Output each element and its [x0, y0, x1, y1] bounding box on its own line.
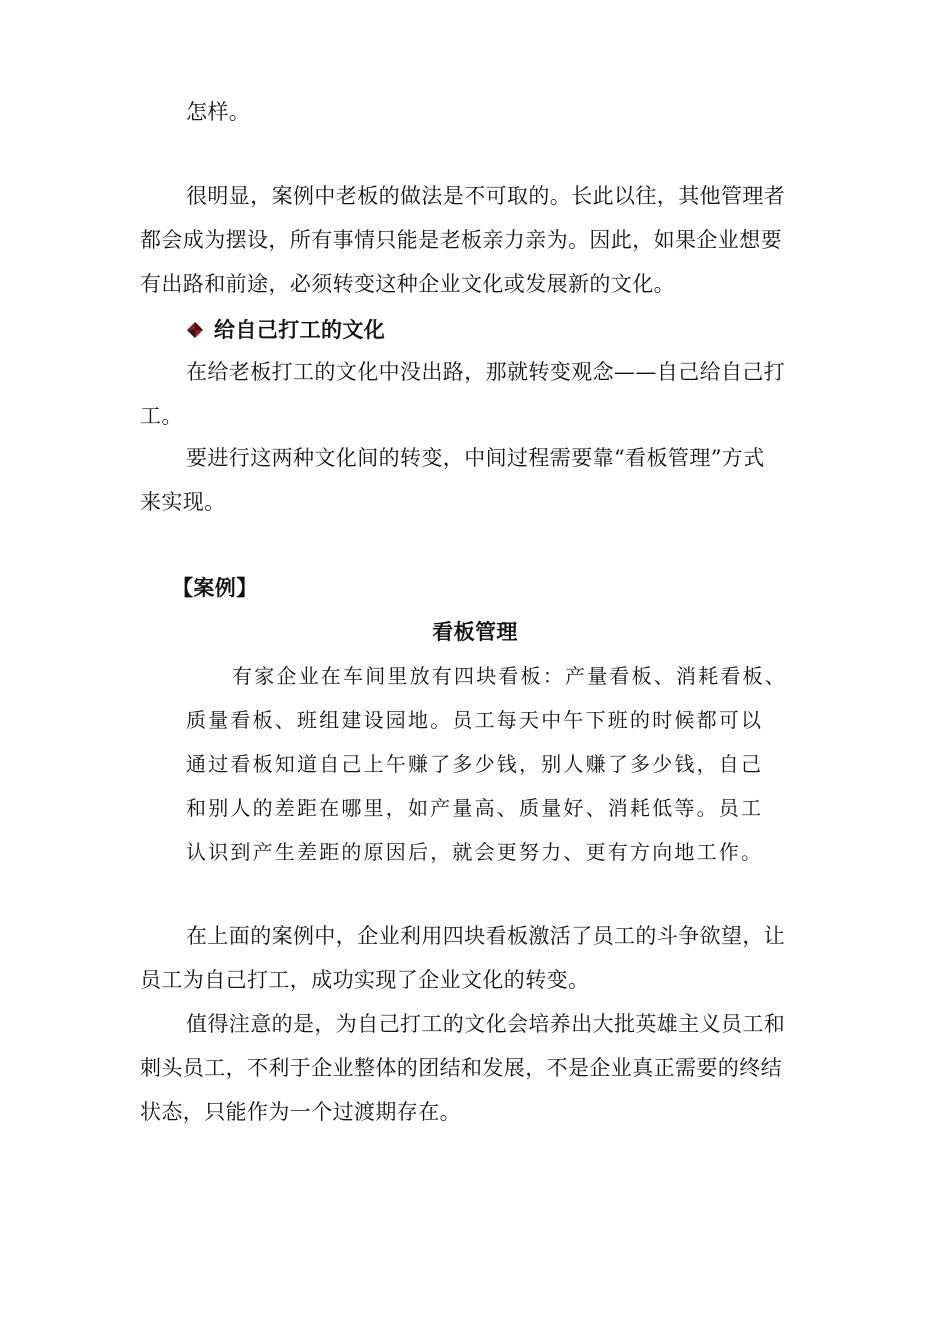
case-body-line: 有家企业在车间里放有四块看板：产量看板、消耗看板、: [232, 664, 787, 688]
case-body-line: 质量看板、班组建设园地。员工每天中午下班的时候都可以: [186, 708, 764, 732]
case-label: 【案例】: [172, 575, 258, 600]
case-body-line: 通过看板知道自己上午赚了多少钱，别人赚了多少钱，自己: [186, 752, 764, 776]
paragraph-line: 来实现。: [140, 490, 226, 514]
diamond-bullet-icon: [186, 321, 204, 339]
paragraph-line: 很明显，案例中老板的做法是不可取的。长此以往，其他管理者: [186, 184, 786, 208]
paragraph-line: 怎样。: [186, 100, 251, 124]
paragraph-line: 有出路和前途，必须转变这种企业文化或发展新的文化。: [140, 272, 675, 296]
paragraph-line: 值得注意的是，为自己打工的文化会培养出大批英雄主义员工和: [186, 1012, 786, 1036]
paragraph-line: 员工为自己打工，成功实现了企业文化的转变。: [140, 968, 590, 992]
paragraph-line: 刺头员工，不利于企业整体的团结和发展，不是企业真正需要的终结: [140, 1056, 782, 1080]
case-title: 看板管理: [432, 619, 518, 644]
case-body-line: 和别人的差距在哪里，如产量高、质量好、消耗低等。员工: [186, 796, 764, 820]
paragraph-line: 在给老板打工的文化中没出路，那就转变观念——自己给自己打: [186, 360, 786, 384]
section-heading-text: 给自己打工的文化: [214, 317, 386, 342]
paragraph-line: 工。: [140, 404, 183, 428]
case-body-line: 认识到产生差距的原因后，就会更努力、更有方向地工作。: [186, 840, 764, 864]
paragraph-line: 状态，只能作为一个过渡期存在。: [140, 1100, 461, 1124]
section-heading: [186, 316, 385, 344]
paragraph-line: 都会成为摆设，所有事情只能是老板亲力亲为。因此，如果企业想要: [140, 228, 782, 252]
paragraph-line: 在上面的案例中，企业利用四块看板激活了员工的斗争欲望，让: [186, 924, 786, 948]
paragraph-line: 要进行这两种文化间的转变，中间过程需要靠“看板管理”方式: [186, 446, 765, 470]
